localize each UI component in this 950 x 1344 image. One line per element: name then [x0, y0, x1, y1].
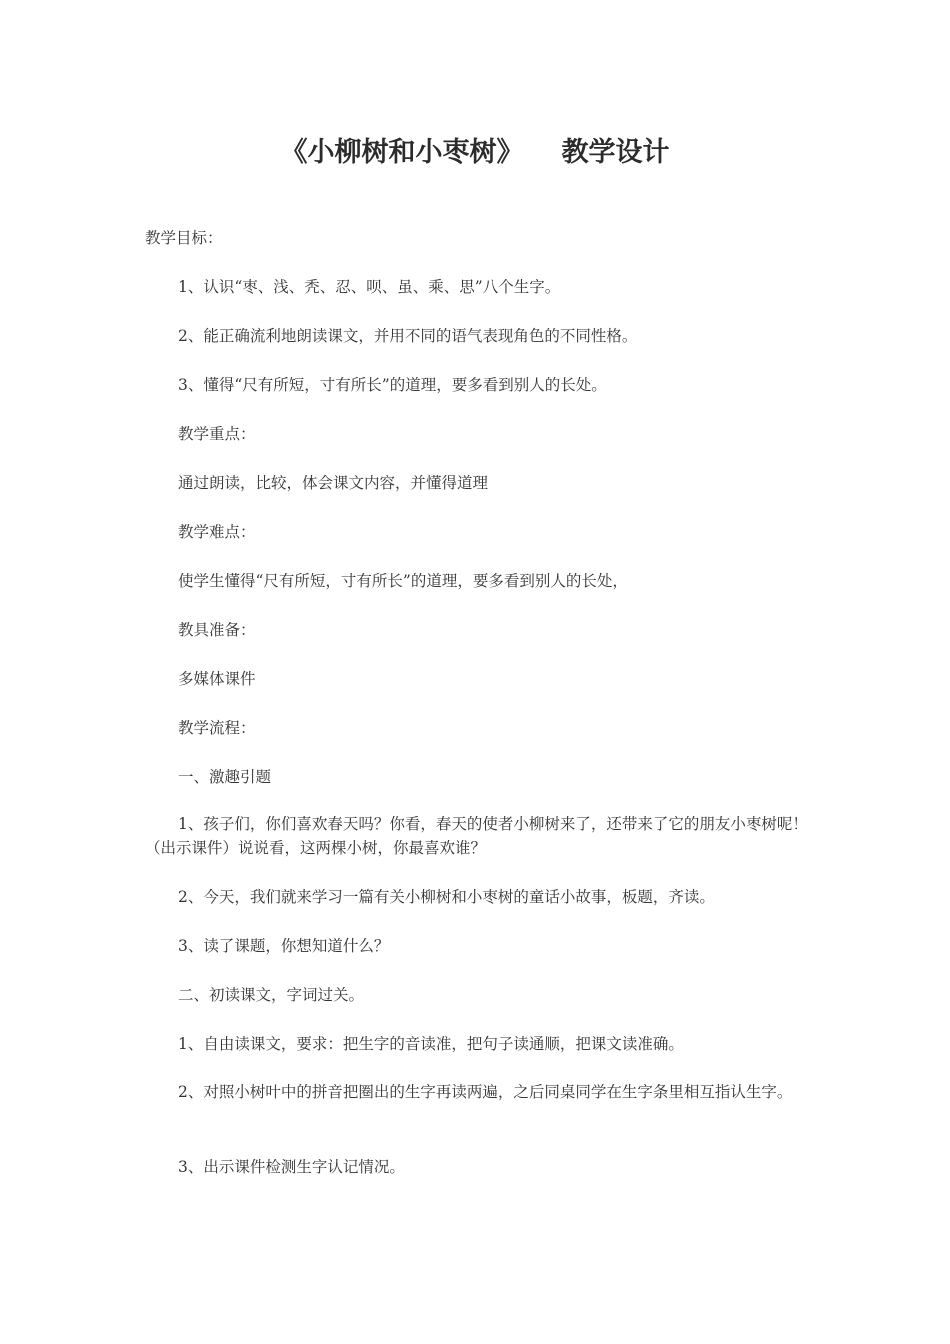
- difficulties-text: 使学生懂得“尺有所短，寸有所长”的道理，要多看到别人的长处，: [178, 572, 628, 590]
- section-heading-difficulties: 教学难点：: [178, 523, 256, 541]
- title-book-name: 《小柳树和小枣树》: [280, 137, 524, 168]
- process-step-1-item-2: 2、今天，我们就来学习一篇有关小柳树和小枣树的童话小故事，板题，齐读。: [178, 888, 715, 906]
- section-heading-key-points: 教学重点：: [178, 425, 256, 443]
- materials-text: 多媒体课件: [178, 670, 256, 688]
- section-heading-materials: 教具准备：: [178, 621, 256, 639]
- process-step-2-item-1: 1、自由读课文，要求：把生字的音读准，把句子读通顺，把课文读准确。: [178, 1035, 684, 1053]
- goal-item-3: 3、懂得“尺有所短，寸有所长”的道理，要多看到别人的长处。: [178, 376, 607, 394]
- process-step-1-item-3: 3、读了课题，你想知道什么？: [178, 937, 390, 955]
- process-step-1-heading: 一、激趣引题: [178, 768, 272, 786]
- section-heading-goals: 教学目标：: [145, 229, 223, 247]
- goal-item-2: 2、能正确流利地朗读课文，并用不同的语气表现角色的不同性格。: [178, 327, 638, 345]
- section-heading-process: 教学流程：: [178, 719, 256, 737]
- process-step-1-item-1: 1、孩子们，你们喜欢春天吗？你看，春天的使者小柳树来了，还带来了它的朋友小枣树呢！（出示课件）说说看，这两棵小树，你最喜欢谁？: [145, 815, 808, 857]
- key-points-text: 通过朗读，比较，体会课文内容，并懂得道理: [178, 474, 489, 492]
- goal-item-1: 1、认识“枣、浅、秃、忍、呗、虽、乘、思”八个生字。: [178, 278, 561, 296]
- process-step-2-item-2: 2、对照小树叶中的拼音把圈出的生字再读两遍，之后同桌同学在生字条里相互指认生字。: [178, 1083, 793, 1101]
- process-step-2-heading: 二、初读课文，字词过关。: [178, 986, 365, 1004]
- process-step-2-item-3: 3、出示课件检测生字认记情况。: [178, 1158, 405, 1176]
- document-title: [0, 133, 950, 173]
- title-design-label: 教学设计: [561, 137, 670, 168]
